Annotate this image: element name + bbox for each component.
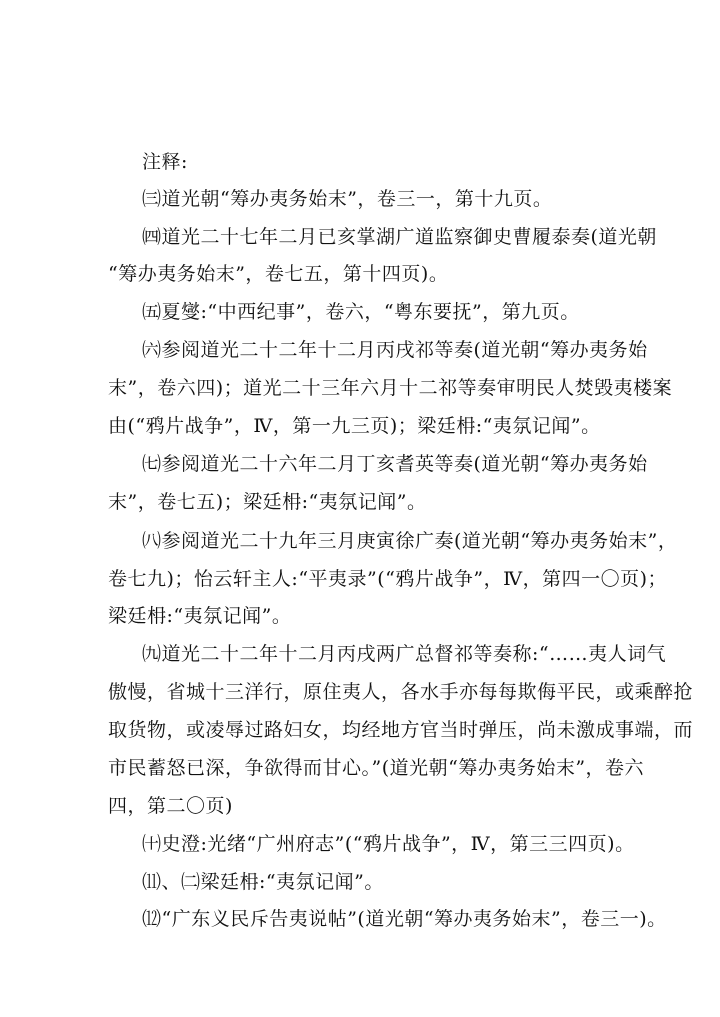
note-4-line-1: ㈣道光二十七年二月已亥掌湖广道监察御史曹履泰奏(道光朝 — [142, 226, 657, 248]
note-10: ㈩史澄:光绪“广州府志”(“鸦片战争”，Ⅳ，第三三四页)。 — [142, 833, 635, 855]
note-5: ㈤夏燮:“中西纪事”，卷六，“粤东要抚”，第九页。 — [142, 301, 580, 323]
note-7-line-2: 末”，卷七五)；梁廷枏:“夷氛记闻”。 — [108, 491, 427, 513]
note-9-line-4: 市民蓄怒已深，争欲得而甘心。”(道光朝“筹办夷务始末”，卷六 — [108, 757, 645, 779]
note-3: ㈢道光朝“筹办夷务始末”，卷三一，第十九页。 — [142, 188, 553, 210]
note-12: ⑿“广东义民斥告夷说帖”(道光朝“筹办夷务始末”，卷三一)。 — [142, 908, 667, 930]
note-8-line-2: 卷七九)；怡云轩主人:“平夷录”(“鸦片战争”，Ⅳ，第四一〇页)； — [108, 568, 667, 590]
note-9-line-2: 傲慢，省城十三洋行，原住夷人，各水手亦每每欺侮平民，或乘醉抢 — [108, 681, 694, 703]
note-6-line-2: 末”，卷六四)；道光二十三年六月十二祁等奏审明民人焚毁夷楼案 — [108, 377, 673, 399]
notes-heading: 注释: — [142, 151, 188, 173]
note-9-line-3: 取货物，或凌辱过路妇女，均经地方官当时弹压，尚未激成事端，而 — [108, 719, 694, 741]
note-6-line-1: ㈥参阅道光二十二年十二月丙戌祁等奏(道光朝“筹办夷务始 — [142, 339, 648, 361]
note-7-line-1: ㈦参阅道光二十六年二月丁亥耆英等奏(道光朝“筹办夷务始 — [142, 453, 648, 475]
note-11-12: ⑾、㈡梁廷枏:“夷氛记闻”。 — [142, 871, 384, 893]
note-9-line-5: 四，第二〇页) — [108, 795, 233, 817]
note-6-line-3: 由(“鸦片战争”，Ⅳ，第一九三页)；梁廷枏:“夷氛记闻”。 — [108, 415, 601, 437]
note-4-line-2: “筹办夷务始末”，卷七五，第十四页)。 — [108, 263, 449, 285]
note-8-line-3: 梁廷枏:“夷氛记闻”。 — [108, 605, 292, 627]
note-8-line-1: ㈧参阅道光二十九年三月庚寅徐广奏(道光朝“筹办夷务始末”， — [142, 530, 678, 552]
note-9-line-1: ㈨道光二十二年十二月丙戌两广总督祁等奏称:“……夷人词气 — [142, 643, 667, 665]
